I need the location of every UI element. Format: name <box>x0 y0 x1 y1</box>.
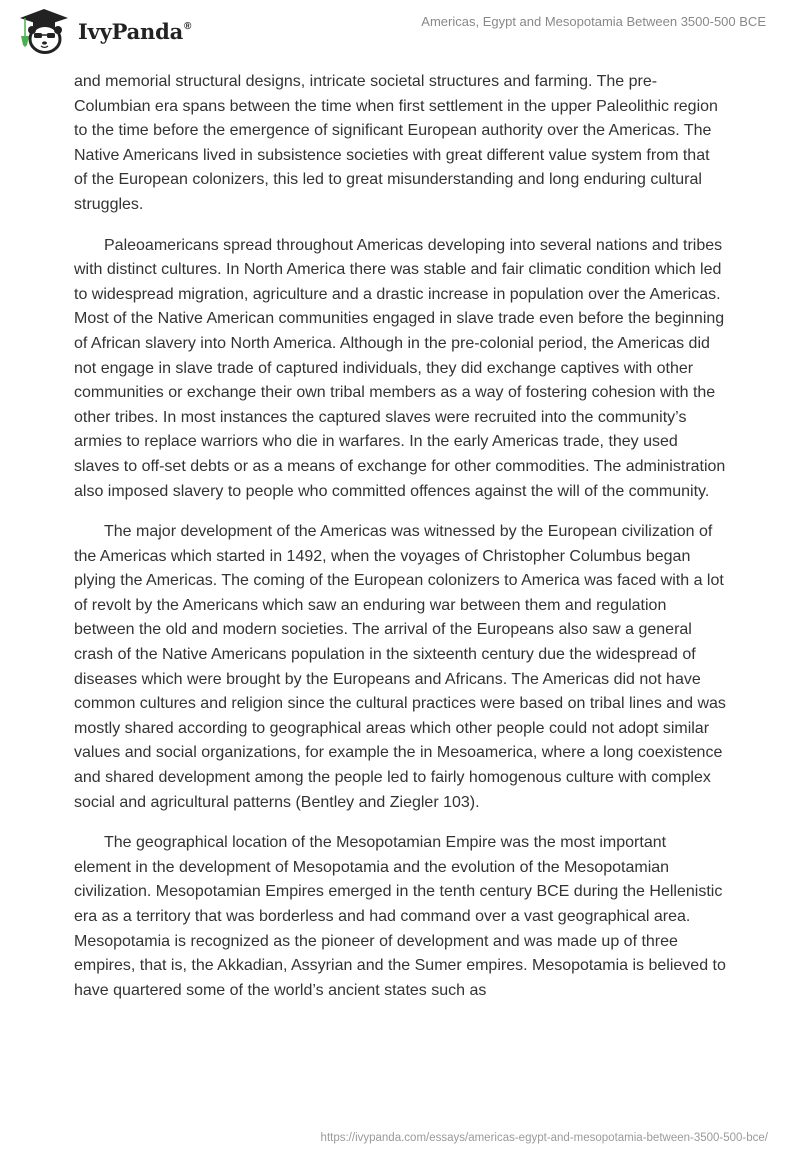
paragraph: The geographical location of the Mesopotamian Empire was the most important element in the development of Mesopotamia and the evolution of the Mesopotamian civilization. Mesopotamian Empires emerged in the tenth century BCE during the Hellenistic era as a territory that was borderless and had command over a vast geographical area. Mesopotamia is recognized as the pioneer of development and was made up of three empires, that is, the Akkadian, Assyrian and the Sumer empires. Mesopotamia is believed to have quartered some of the world’s ancient states such as <box>74 834 726 999</box>
essay-body <box>74 70 726 1019</box>
panda-graduate-icon <box>18 8 70 54</box>
source-url[interactable]: https://ivypanda.com/essays/americas-egypt-and-mesopotamia-between-3500-500-bce/ <box>320 1132 768 1144</box>
page-header <box>0 0 800 62</box>
document-title: Americas, Egypt and Mesopotamia Between 3500-500 BCE <box>421 14 766 29</box>
paragraph: Paleoamericans spread throughout Americas developing into several nations and tribes with distinct cultures. In North America there was stable and fair climatic condition which led to widespread migration, agriculture and a drastic increase in population over the Americas. Most of the Native American communities engaged in slave trade even before the beginning of African slavery into North America. Although in the pre-colonial period, the Americas did not engage in slave trade of captured individuals, they did exchange captives with other communities or exchange their own tribal members as a way of fostering cohesion with the other tribes. In most instances the captured slaves were recruited into the community’s armies to replace warriors who die in warfares. In the early Americas trade, they used slaves to off-set debts or as a means of exchange for other commodities. The administration also imposed slavery to people who committed offences against the will of the community. <box>74 236 726 500</box>
registered-mark: ® <box>184 20 192 32</box>
brand-name: IvyPanda® <box>78 18 192 44</box>
paragraph: and memorial structural designs, intricate societal structures and farming. The pre-Columbian era spans between the time when first settlement in the upper Paleolithic region to the time before the emergence of significant European authority over the Americas. The Native Americans lived in subsistence societies with great different value system from that of the European colonizers, this led to great misunderstanding and long enduring cultural struggles. <box>74 73 718 213</box>
paragraph: The major development of the Americas was witnessed by the European civilization of the Americas which started in 1492, when the voyages of Christopher Columbus began plying the Americas. The coming of the European colonizers to America was faced with a lot of revolt by the Americans which saw an enduring war between them and regulation between the old and modern societies. The arrival of the Europeans also saw a general crash of the Native Americans population in the sixteenth century due the widespread of diseases which were brought by the Europeans and Africans. The Americas did not have common cultures and religion since the cultural practices were based on tribal lines and was mostly shared according to geographical areas which other people could not adopt similar values and social organizations, for example the in Mesoamerica, where a long coexistence and shared development among the people led to fairly homogenous culture with complex social and agricultural patterns (Bentley and Ziegler 103). <box>74 523 726 811</box>
ivypanda-logo[interactable] <box>18 8 191 54</box>
